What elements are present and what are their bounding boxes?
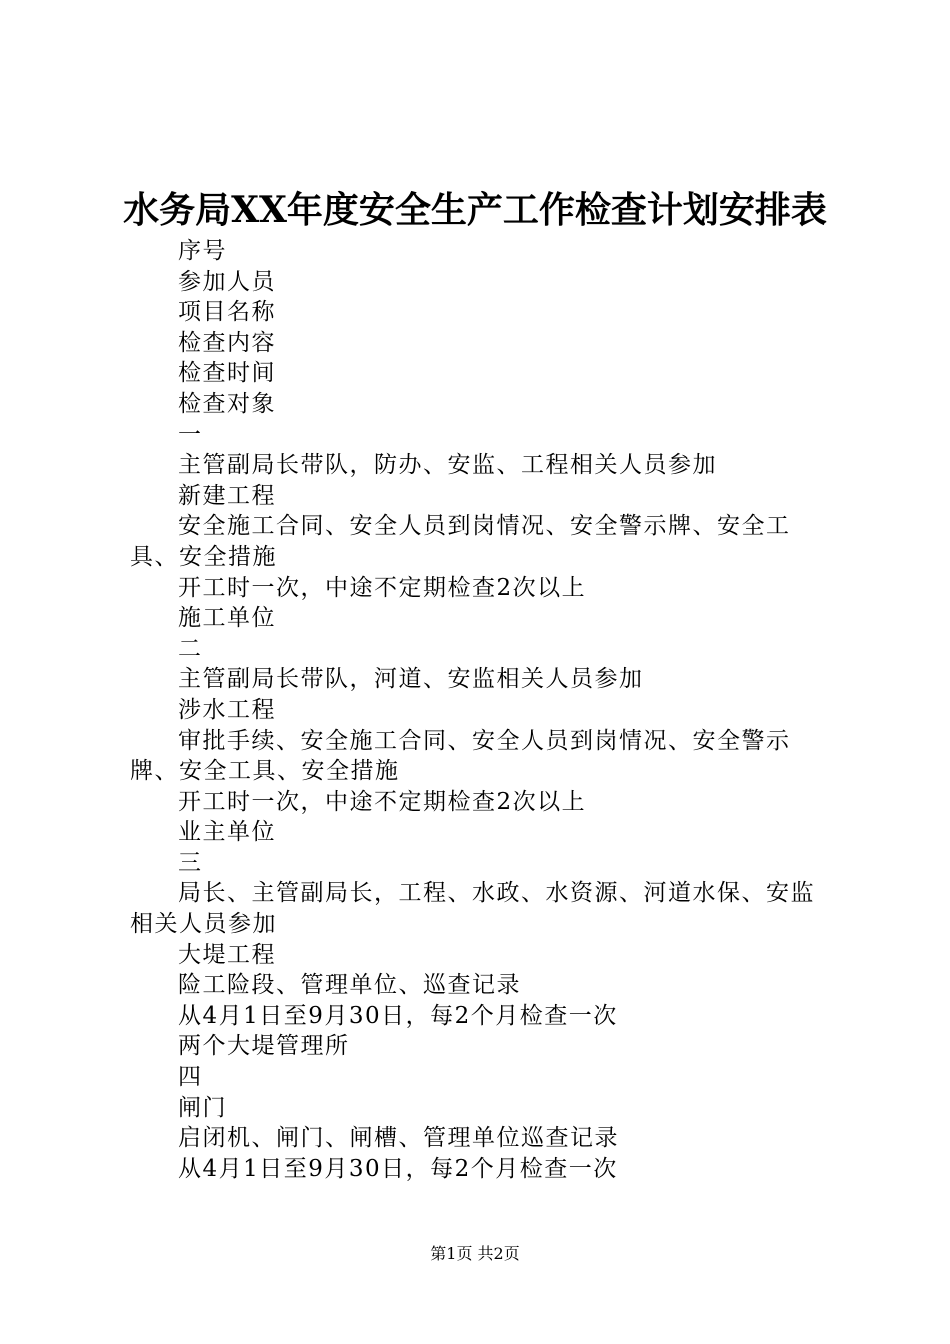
paragraph: 审批手续、安全施工合同、安全人员到岗情况、安全警示牌、安全工具、安全措施 [130, 727, 791, 785]
paragraph: 序号 [178, 238, 227, 264]
paragraph: 检查时间 [178, 360, 276, 387]
paragraph: 参加人员 [178, 268, 276, 295]
paragraph: 二 [178, 635, 203, 662]
paragraph: 三 [178, 849, 203, 876]
paragraph: 施工单位 [178, 605, 276, 632]
paragraph: 两个大堤管理所 [178, 1033, 350, 1060]
paragraph: 业主单位 [178, 819, 276, 846]
paragraph: 闸门 [178, 1094, 227, 1121]
paragraph: 局长、主管副局长，工程、水政、水资源、河道水保、安监相关人员参加 [130, 880, 815, 938]
paragraph: 险工险段、管理单位、巡查记录 [178, 972, 521, 999]
paragraph: 开工时一次，中途不定期检查2次以上 [178, 788, 587, 815]
paragraph: 检查内容 [178, 329, 276, 356]
paragraph: 四 [178, 1064, 203, 1091]
paragraph: 一 [178, 421, 203, 448]
paragraph: 从4月1日至9月30日，每2个月检查一次 [178, 1002, 618, 1029]
paragraph: 项目名称 [178, 299, 276, 326]
paragraph: 主管副局长带队，防办、安监、工程相关人员参加 [178, 452, 717, 479]
paragraph: 涉水工程 [178, 696, 276, 723]
paragraph: 检查对象 [178, 390, 276, 417]
paragraph: 新建工程 [178, 482, 276, 509]
document-body [130, 236, 830, 1184]
page-title: 水务局XX年度安全生产工作检查计划安排表 [123, 189, 827, 231]
paragraph: 主管副局长带队，河道、安监相关人员参加 [178, 666, 644, 693]
paragraph: 大堤工程 [178, 941, 276, 968]
paragraph: 安全施工合同、安全人员到岗情况、安全警示牌、安全工具、安全措施 [130, 513, 791, 570]
paragraph: 启闭机、闸门、闸槽、管理单位巡查记录 [178, 1125, 619, 1152]
paragraph: 从4月1日至9月30日，每2个月检查一次 [178, 1155, 618, 1182]
page-number-footer: 第1页 共2页 [430, 1244, 520, 1263]
paragraph: 开工时一次，中途不定期检查2次以上 [178, 574, 587, 601]
